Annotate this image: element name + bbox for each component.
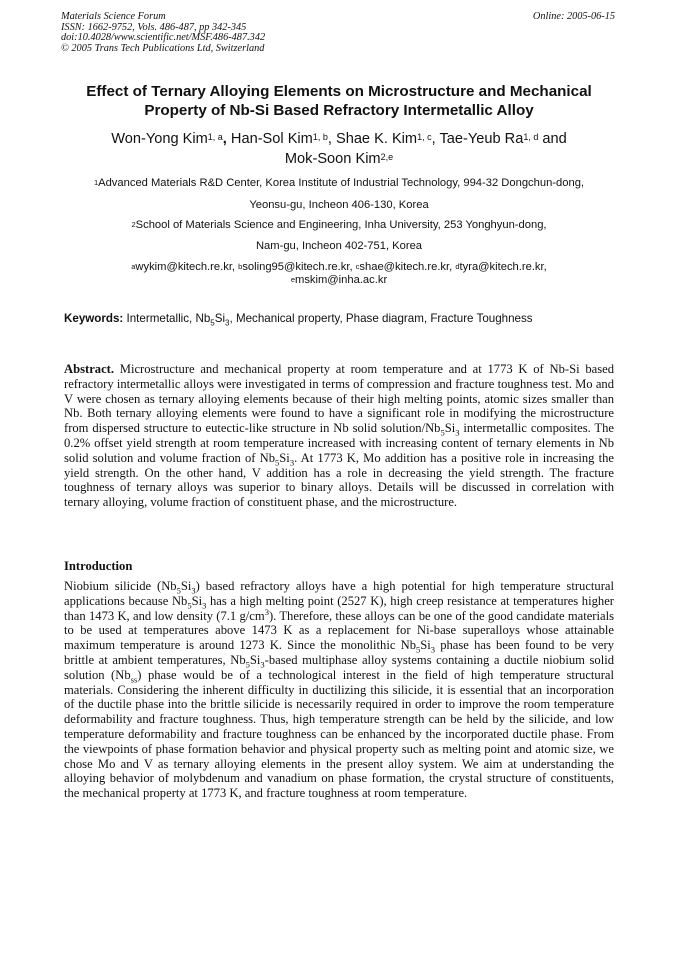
subscript: 3: [430, 644, 436, 655]
subscript: 5: [440, 427, 445, 438]
author-list: Won-Yong Kim$^{1, a}$, Han-Sol Kim$^{1, b}$, Shae K. Kim$^{1, c}$, Tae-Yeub Ra$^{1, d}$ and Mok-Soon Kim$^{2,e}$: [111, 131, 567, 167]
intro-text: ). Therefore, these alloys can be one of the good candidate materials to be used at temperatures above 1473 K as a replacement for Ni-base superalloys whose attainable maximum temperature is around 1273 K. Since the monolithic Nb: [64, 608, 614, 653]
title-line-1: Effect of Ternary Alloying Elements on Microstructure and Mechanical: [86, 83, 592, 100]
intro-text: has a high melting point (2527 K), high creep resistance at temperatures higher than 1473 K, and low density (7.1 g/cm: [64, 593, 614, 623]
affiliation-2-line-2: Nam-gu, Incheon 402-751, Korea: [255, 240, 423, 252]
intro-text: Si: [191, 593, 203, 608]
keywords-label: Keywords:: [64, 312, 124, 325]
subscript: 5: [416, 644, 421, 655]
section-heading-introduction: Introduction: [64, 559, 133, 573]
subscript: 3: [260, 659, 265, 670]
intro-text: Si: [180, 579, 192, 593]
email-mark: a: [131, 262, 136, 271]
issn-line: ISSN: 1662-9752, Vols. 486-487, pp 342-345: [61, 21, 247, 33]
email-mark: e: [290, 275, 295, 284]
paper-title: [50, 82, 628, 120]
author-name: Han-Sol Kim: [230, 131, 313, 147]
author-name: Won-Yong Kim: [111, 131, 208, 147]
superscript: 3: [264, 606, 269, 617]
intro-text: Niobium silicide (Nb: [64, 579, 177, 593]
title-line-2: Property of Nb-Si Based Refractory Intermetallic Alloy: [144, 102, 534, 119]
author-affiliation-mark: 2,e: [380, 152, 394, 162]
author-name: Shae K. Kim: [335, 131, 418, 147]
abstract-label: Abstract.: [64, 362, 115, 376]
keywords-text: , Mechanical property, Phase diagram, Fracture Toughness: [229, 312, 533, 325]
copyright-line: © 2005 Trans Tech Publications Ltd, Switzerland: [61, 42, 265, 54]
affiliation-text: Advanced Materials R&D Center, Korea Institute of Industrial Technology, 994-32 Dongchun-dong,: [98, 177, 585, 189]
introduction-paragraph: [64, 579, 614, 801]
email-link[interactable]: tyra@kitech.re.kr,: [459, 261, 547, 273]
intro-text: Si: [420, 638, 431, 653]
email-mark: c: [355, 262, 360, 271]
abstract-paragraph: [64, 362, 614, 510]
subscript: 5: [176, 585, 181, 596]
author-affiliation-mark: 1, b: [312, 132, 328, 142]
email-mark: d: [455, 262, 460, 271]
subscript: 3: [202, 600, 207, 611]
abstract-text: Microstructure and mechanical property at room temperature and at 1773 K of Nb-Si based refractory intermetallic alloys were investigated in terms of compression and fracture toughness test. Mo and V were chosen as ternary alloying elements because of their high melting points, atomic sizes smaller than Nb. Both ternary alloying elements were found to have a significant role in modifying the microstructure from dispersed structure to eutectic-like structure in Nb solid solution/Nb: [64, 362, 614, 436]
journal-header: [61, 12, 265, 54]
keywords-text: Si: [214, 312, 226, 325]
subscript: 5: [187, 600, 192, 611]
subscript: 3: [191, 585, 196, 596]
intro-text: Si: [249, 652, 261, 667]
author-affiliation-mark: 1, a: [207, 132, 223, 142]
keywords-text: Intermetallic, Nb: [126, 312, 211, 325]
email-link[interactable]: wykim@kitech.re.kr,: [135, 261, 236, 273]
email-link[interactable]: soling95@kitech.re.kr,: [242, 261, 353, 273]
author-conjunction: and: [542, 131, 567, 147]
affiliation-1-line-2: Yeonsu-gu, Incheon 406-130, Korea: [249, 199, 429, 211]
author-name: Tae-Yeub Ra: [439, 131, 524, 147]
author-name: Mok-Soon Kim: [284, 151, 381, 167]
author-affiliation-mark: 1, d: [523, 132, 539, 142]
intro-text: -based multiphase alloy systems containing a ductile niobium solid solution (Nb: [64, 652, 614, 682]
affiliation-number: 1: [93, 178, 99, 187]
email-mark: b: [238, 262, 243, 271]
affiliation-number: 2: [131, 220, 136, 229]
affiliation-2-line-1: [50, 219, 628, 232]
abstract-text: . At 1773 K, Mo addition has a positive role in increasing the yield strength. On the other hand, V addition has a role in decreasing the yield strength. The fracture toughness of ternary alloys was superior to binary alloys. Details will be discussed in correlation with ternary alloying, volume fraction of constituent phase, and the microstructure.: [64, 450, 615, 510]
keywords-line: [64, 312, 533, 327]
intro-text: ) phase would be of a technological interest in the field of high temperature structural materials. Considering the inherent difficulty in ductilizing this silicide, it is essential that an incorporation of the ductile phase into the brittle silicide is necessarily required in order to improve the room temperature deformability and fracture toughness. Thus, high temperature strength can be held by the silicide, and low temperature deformability and fracture toughness can be enhanced by the incorporated ductile phase. From the viewpoints of phase formation behavior and physical property such as melting point and atomic size, we chose Mo and V as ternary alloying elements in the present alloy system. We aim at understanding the alloying behavior of molybdenum and vanadium on phase formation, the crystal structure of constituents, the mechanical property at 1773 K, and fracture toughness at room temperature.: [64, 667, 614, 801]
email-link[interactable]: mskim@inha.ac.kr: [295, 274, 388, 286]
affiliation-1-line-1: [50, 177, 628, 190]
journal-name: Materials Science Forum: [61, 11, 166, 22]
abstract-text: Si: [279, 450, 290, 465]
affiliation-text: School of Materials Science and Engineering, Inha University, 253 Yonghyun-dong,: [135, 219, 547, 231]
subscript: ss: [130, 674, 138, 685]
email-list: [50, 261, 628, 287]
abstract-text: Si: [444, 421, 456, 436]
subscript: 5: [275, 457, 280, 468]
subscript: 5: [245, 659, 250, 670]
abstract-text: intermetallic composites. The 0.2% offset yield strength at room temperature increased with increasing content of ternary elements in Nb solid solution and volume fraction of Nb: [64, 421, 614, 465]
author-affiliation-mark: 1, c: [417, 132, 432, 142]
intro-text: phase has been found to be very brittle at ambient temperatures, Nb: [64, 638, 615, 667]
email-link[interactable]: shae@kitech.re.kr,: [359, 261, 453, 273]
intro-text: ) based refractory alloys have a high potential for high temperature structural applications because Nb: [64, 579, 614, 608]
subscript: 3: [455, 427, 460, 438]
online-date: Online: 2005-06-15: [532, 11, 615, 22]
subscript: 3: [225, 318, 230, 328]
subscript: 5: [210, 318, 215, 328]
subscript: 3: [289, 457, 295, 468]
doi-line: doi:10.4028/www.scientific.net/MSF.486-487.342: [61, 32, 266, 44]
